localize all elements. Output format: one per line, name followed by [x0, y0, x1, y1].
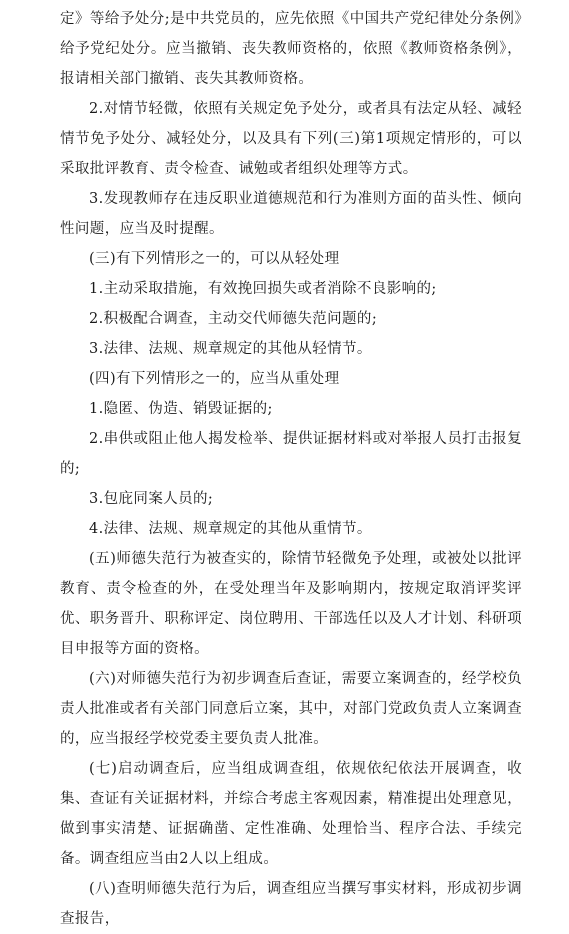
list-item: 3.包庇同案人员的; [89, 491, 214, 507]
list-item: 1.主动采取措施，有效挽回损失或者消除不良影响的; [89, 281, 437, 297]
section-paragraph-7: (七)启动调查后，应当组成调查组，依规依纪依法开展调查，收集、查证有关证据材料，并综合考虑主客观因素，精准提出处理意见，做到事实清楚、证据确凿、定性准确、处理恰当、程序合法、手续完备。调查组应当由2人以上组成。 [60, 761, 522, 867]
section-heading-4: (四)有下列情形之一的，应当从重处理 [89, 371, 340, 387]
paragraph-3: 3.发现教师存在违反职业道德规范和行为准则方面的苗头性、倾向性问题，应当及时提醒。 [60, 191, 522, 237]
list-item: 2.积极配合调查，主动交代师德失范问题的; [89, 311, 378, 327]
paragraph-2: 2.对情节轻微，依照有关规定免予处分，或者具有法定从轻、减轻情节免予处分、减轻处分，以及具有下列(三)第1项规定情形的，可以采取批评教育、责令检查、诫勉或者组织处理等方式。 [60, 101, 522, 177]
list-item: 4.法律、法规、规章规定的其他从重情节。 [89, 521, 372, 537]
section-paragraph-8: (八)查明师德失范行为后，调查组应当撰写事实材料，形成初步调查报告， [60, 881, 522, 927]
list-item: 3.法律、法规、规章规定的其他从轻情节。 [89, 341, 372, 357]
list-item: 1.隐匿、伪造、销毁证据的; [89, 401, 273, 417]
section-heading-3: (三)有下列情形之一的，可以从轻处理 [89, 251, 340, 267]
section-paragraph-5: (五)师德失范行为被查实的，除情节轻微免予处理，或被处以批评教育、责令检查的外，在受处理当年及影响期内，按规定取消评奖评优、职务晋升、职称评定、岗位聘用、干部选任以及人才计划、科研项目申报等方面的资格。 [60, 551, 522, 657]
paragraph-1: 定》等给予处分;是中共党员的，应先依照《中国共产党纪律处分条例》给予党纪处分。应当撤销、丧失教师资格的，依照《教师资格条例》，报请相关部门撤销、丧失其教师资格。 [60, 11, 522, 87]
list-item: 2.串供或阻止他人揭发检举、提供证据材料或对举报人员打击报复的; [60, 431, 522, 477]
section-paragraph-6: (六)对师德失范行为初步调查后查证，需要立案调查的，经学校负责人批准或者有关部门同意后立案，其中，对部门党政负责人立案调查的，应当报经学校党委主要负责人批准。 [60, 671, 522, 747]
document-body [60, 4, 522, 934]
